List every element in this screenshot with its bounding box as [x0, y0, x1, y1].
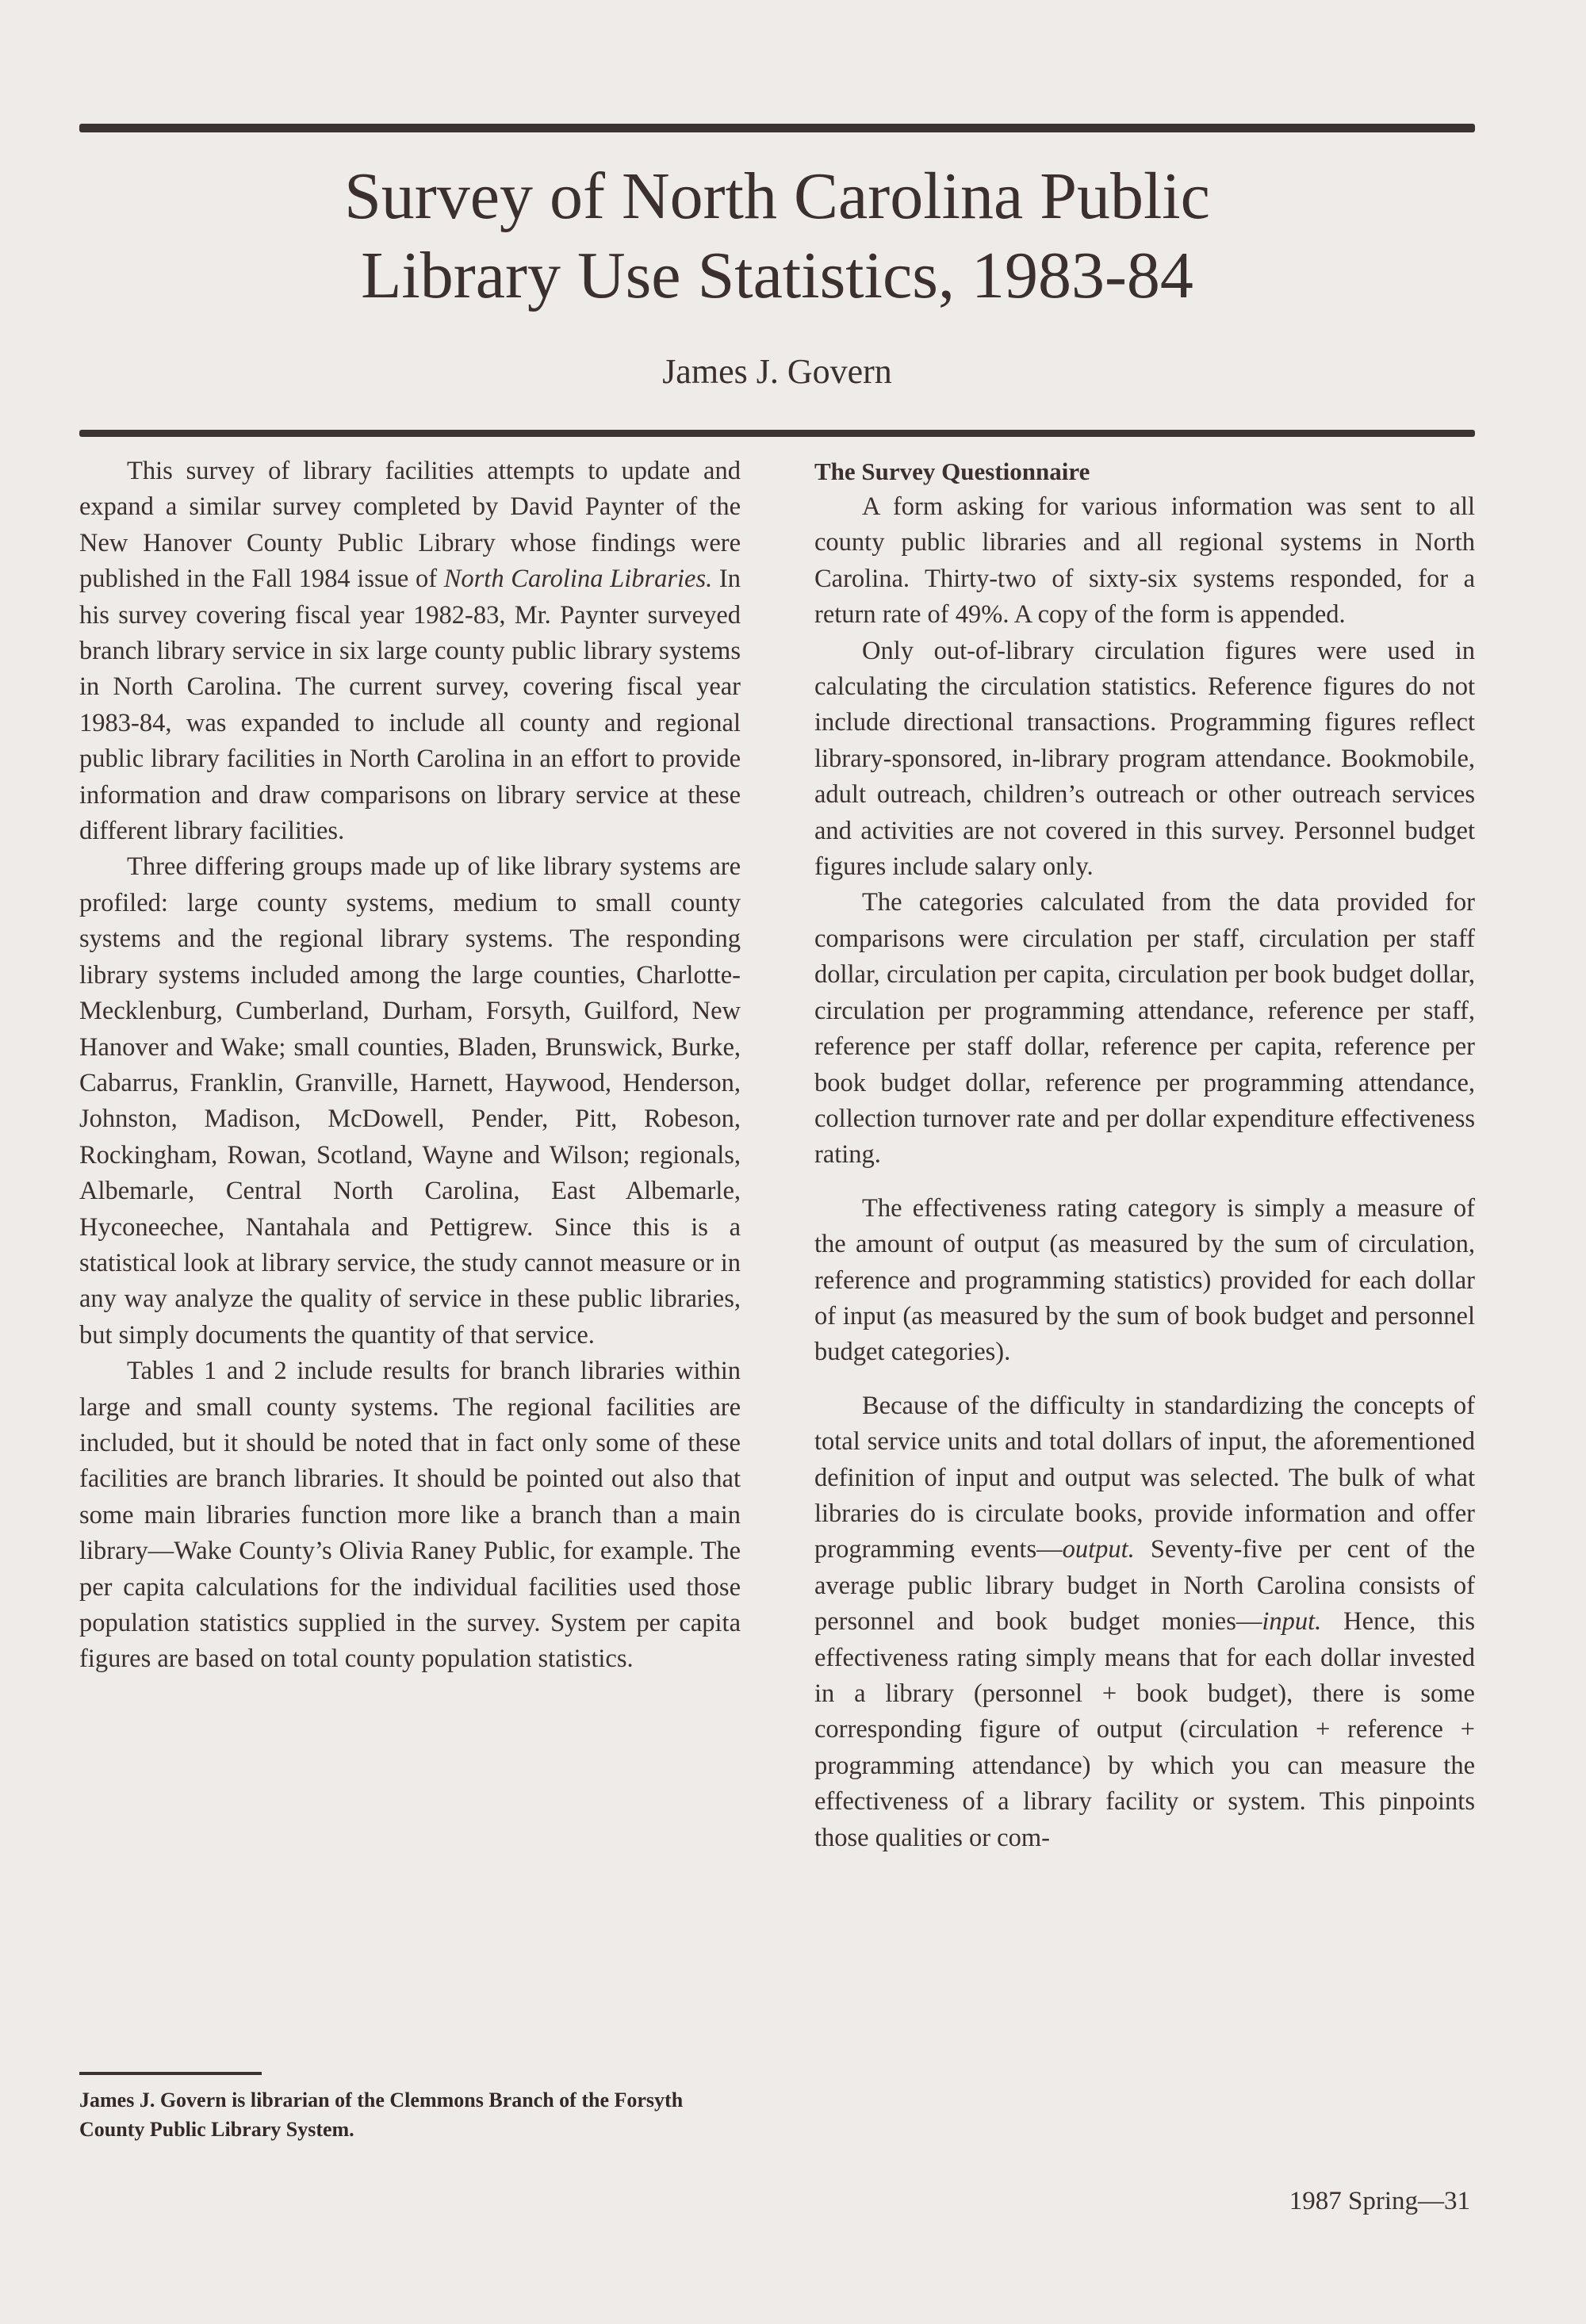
title-bottom-rule [79, 430, 1475, 437]
emphasis-input: input. [1262, 1607, 1322, 1637]
text-run: In his survey covering fiscal year 1982-83, Mr. Paynter surveyed branch library service in six large county public library systems in North Carolina. The current survey, covering fiscal year 1983-84, was expanded to include all county and regional public library facilities in North Carolina in an effort to provide information and draw comparisons on library service at these different library facilities. [79, 565, 741, 846]
publication-title: North Carolina Libraries. [443, 565, 713, 594]
paragraph: Only out-of-library circulation figures were used in calculating the circulation statistics. Reference figures do not include directional transactions. Programming figures reflect library-sponsored, in-library program attendance. Bookmobile, adult outreach, children’s outreach or other outreach services and activities are not covered in this survey. Personnel budget figures include salary only. [814, 636, 1475, 882]
paragraph [814, 1388, 1475, 1856]
title-top-rule [79, 124, 1475, 132]
emphasis-output: output. [1062, 1535, 1135, 1564]
paragraph [79, 454, 741, 849]
text-run: Because of the difficulty in standardizing the concepts of total service units and total dollars of input, the aforementioned definition of input and output was selected. The bulk of what libraries do is circulate books, provide information and offer programming events— [814, 1391, 1475, 1564]
author-byline: James J. Govern [662, 352, 892, 391]
page-folio: 1987 Spring—31 [1289, 2187, 1470, 2215]
author-footnote: James J. Govern is librarian of the Clemmons Branch of the Forsyth County Public Library System. [79, 2089, 684, 2141]
article-title [79, 157, 1475, 316]
section-heading: The Survey Questionnaire [814, 458, 1090, 485]
paragraph: The categories calculated from the data provided for comparisons were circulation per staff, circulation per staff dollar, circulation per capita, circulation per book budget dollar, circulation per programming attendance, reference per staff, reference per staff dollar, reference per capita, reference per book budget dollar, reference per programming attendance, collection turnover rate and per dollar expenditure effectiveness rating. [814, 888, 1475, 1170]
title-line-2: Library Use Statistics, 1983-84 [361, 239, 1193, 312]
paragraph: Three differing groups made up of like library systems are profiled: large county systems, medium to small county systems and the regional library systems. The responding library systems included among the large counties, Charlotte-Mecklenburg, Cumberland, Durham, Forsyth, Guilford, New Hanover and Wake; small counties, Bladen, Brunswick, Burke, Cabarrus, Franklin, Granville, Harnett, Haywood, Henderson, Johnston, Madison, McDowell, Pender, Pitt, Robeson, Rockingham, Rowan, Scotland, Wayne and Wilson; regionals, Albemarle, Central North Carolina, East Albemarle, Hyconeechee, Nantahala and Pettigrew. Since this is a statistical look at library service, the study cannot measure or in any way analyze the quality of service in these public libraries, but simply documents the quantity of that service. [79, 852, 741, 1350]
text-run: This survey of library facilities attempts to update and expand a similar survey completed by David Paynter of the New Hanover County Public Library whose findings were published in the Fall 1984 issue of [79, 457, 741, 594]
right-column [814, 454, 1475, 1856]
text-run: Hence, this effectiveness rating simply means that for each dollar invested in a library (personnel + book budget), there is some corresponding figure of output (circulation + reference + programming attendance) by which you can measure the effectiveness of a library facility or system. This pinpoints those qualities or com- [814, 1607, 1475, 1852]
paragraph: Tables 1 and 2 include results for branch libraries within large and small county systems. The regional facilities are included, but it should be noted that in fact only some of these facilities are branch libraries. It should be pointed out also that some main libraries function more like a branch than a main library—Wake County’s Olivia Raney Public, for example. The per capita calculations for the individual facilities used those population statistics supplied in the survey. System per capita figures are based on total county population statistics. [79, 1357, 741, 1674]
left-column [79, 454, 741, 1678]
paragraph: The effectiveness rating category is simply a measure of the amount of output (as measured by the sum of circulation, reference and programming statistics) provided for each dollar of input (as measured by the sum of book budget and personnel budget categories). [814, 1193, 1475, 1367]
footnote-rule [79, 2072, 262, 2075]
title-line-1: Survey of North Carolina Public [344, 159, 1210, 233]
paragraph: A form asking for various information was sent to all county public libraries and all regional systems in North Carolina. Thirty-two of sixty-six systems responded, for a return rate of 49%. A copy of the form is appended. [814, 492, 1475, 630]
text-run: Seventy-five per cent of the average public library budget in North Carolina consists of personnel and book budget monies— [814, 1535, 1475, 1637]
